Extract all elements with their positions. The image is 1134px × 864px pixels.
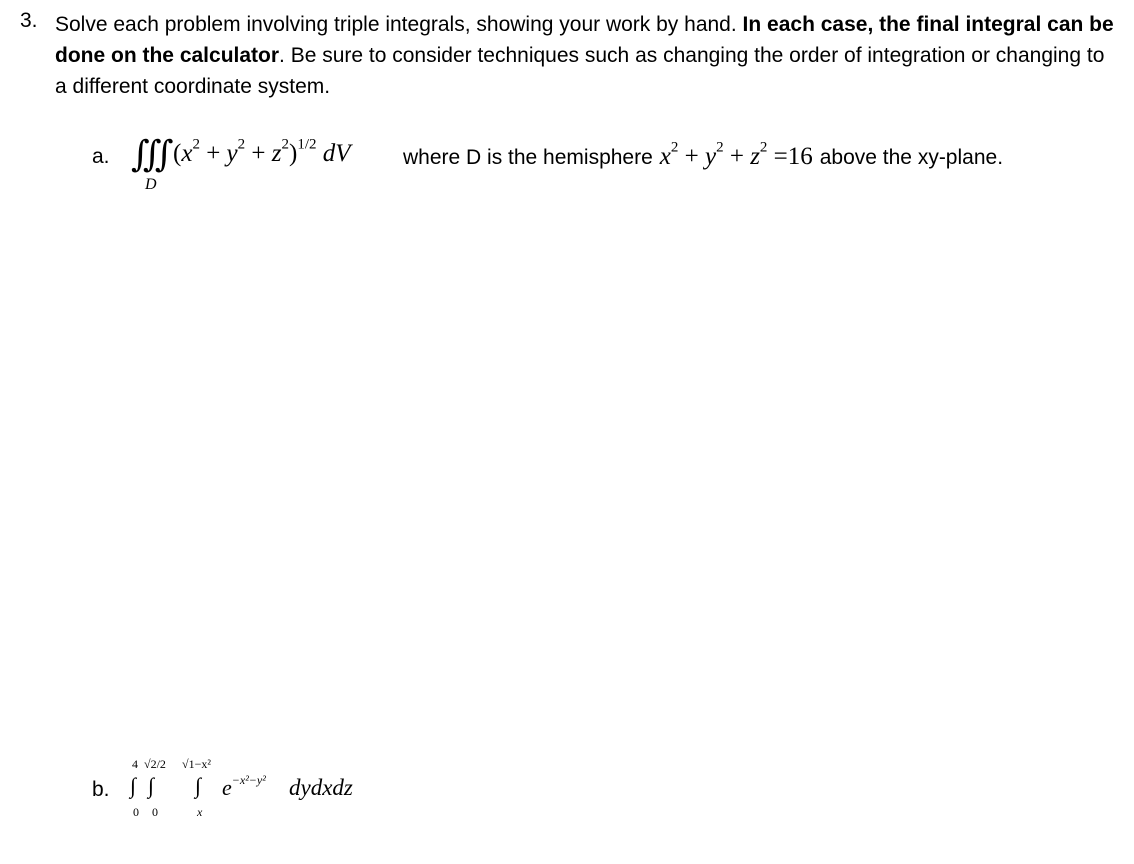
integrand-b: [222, 775, 266, 801]
inner-lower-limit: x: [197, 805, 203, 819]
outer-upper-limit: 4: [132, 757, 138, 771]
var-y: y: [704, 143, 717, 170]
paren-open: (: [173, 140, 182, 167]
var-z: z: [750, 143, 760, 170]
differential-dV: dV: [316, 140, 351, 167]
paren-close: ): [289, 140, 298, 167]
var-z: z: [271, 140, 282, 167]
var-x: x: [181, 140, 193, 167]
exp-base: e: [222, 775, 232, 800]
var-y: y: [226, 140, 238, 167]
hemisphere-equation: [659, 139, 813, 170]
plus-sign: +: [678, 143, 705, 170]
problem-rest: . Be sure to consider techniques such as changing the order of integration or changing to a different coordinate system.: [55, 44, 1105, 98]
exponent-z: 2: [759, 139, 768, 156]
plus-sign: +: [199, 140, 227, 167]
outer-integral-sign: ∫: [130, 773, 137, 798]
exponent-z: 2: [281, 136, 289, 153]
middle-lower-limit: 0: [152, 805, 158, 819]
problem-emphasis: In each case, the final integral can be done on the calculator: [55, 13, 1114, 67]
above-text: above the xy-plane.: [819, 146, 1004, 169]
region-label: D: [145, 176, 157, 193]
equals-value: =16: [767, 143, 813, 170]
plus-sign: +: [245, 140, 272, 167]
exponent-x: 2: [192, 136, 200, 153]
differentials: dydxdz: [289, 775, 353, 800]
exponent-y: 2: [716, 139, 724, 156]
middle-upper-limit: √2/2: [144, 757, 166, 771]
plus-sign: +: [723, 143, 751, 170]
power-half: 1/2: [297, 136, 317, 153]
inner-upper-limit: √1−x²: [182, 757, 211, 771]
part-a-expression: [131, 132, 1121, 202]
var-x: x: [659, 143, 671, 170]
problem-statement: [55, 9, 1115, 102]
part-a-label: a.: [92, 145, 110, 168]
triple-integral-sign: ∭: [131, 134, 174, 174]
outer-lower-limit: 0: [133, 805, 139, 819]
part-b-expression: [125, 755, 425, 825]
part-b-label: b.: [92, 778, 110, 801]
exponent-x: 2: [670, 139, 679, 156]
problem-number: 3.: [20, 9, 38, 32]
middle-integral-sign: ∫: [148, 773, 155, 798]
exponent-y: 2: [237, 136, 246, 153]
where-text: where D is the hemisphere: [403, 146, 653, 169]
hemisphere-description: [403, 139, 1004, 171]
inner-integral-sign: ∫: [195, 773, 202, 798]
integrand-a: [173, 136, 351, 168]
problem-intro: Solve each problem involving triple integrals, showing your work by hand.: [55, 13, 743, 36]
exp-power: −x²−y²: [231, 773, 266, 788]
